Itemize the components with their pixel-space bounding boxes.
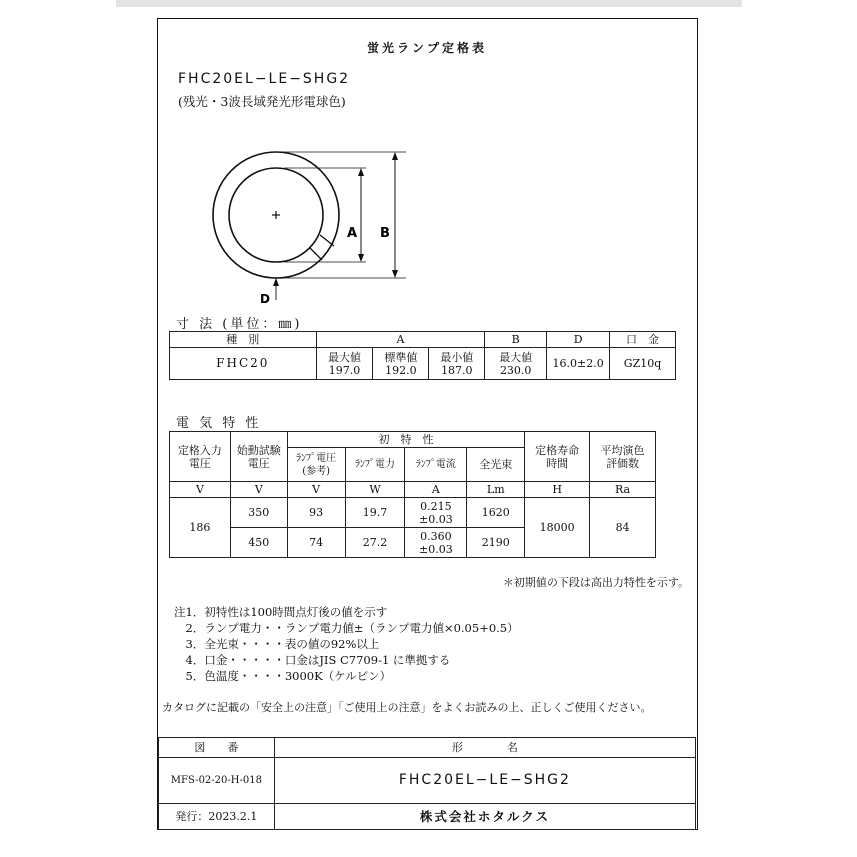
note-item: 3．全光束・・・・表の値の92%以上: [174, 637, 380, 651]
base-value: GZ10q: [610, 348, 676, 380]
header-rated-life-line1: 定格寿命: [535, 443, 580, 457]
cri-value: 84: [590, 498, 656, 558]
unit-cell: A: [405, 482, 467, 498]
type-value: FHC20: [170, 348, 317, 380]
a-std-value: 192.0: [385, 363, 417, 377]
note-item: 注1．初特性は100時間点灯後の値を示す: [174, 605, 388, 619]
lamp-current-main: 0.360: [420, 529, 452, 543]
unit-cell: V: [170, 482, 231, 498]
issue-date: 発行：2023.2.1: [159, 804, 275, 830]
header-lamp-power: ﾗﾝﾌﾟ電力: [345, 448, 405, 482]
header-b: B: [485, 332, 547, 348]
unit-cell: V: [287, 482, 345, 498]
lamp-voltage-value: 74: [287, 528, 345, 558]
header-cri-line2: 評価数: [606, 456, 640, 470]
b-max-label: 最大値: [499, 350, 533, 364]
label-a: A: [347, 226, 358, 241]
center-mark: [272, 211, 280, 219]
rated-input-voltage-value: 186: [170, 498, 231, 558]
header-rated-input-voltage-line2: 電圧: [188, 456, 211, 470]
header-rated-life: [525, 432, 590, 482]
d-value: 16.0±2.0: [547, 348, 610, 380]
caution-text: カタログに記載の「安全上の注意」「ご使用上の注意」をよくお読みの上、正しくご使用ください。: [162, 701, 652, 714]
lamp-current-main: 0.215: [420, 499, 452, 513]
label-b: B: [380, 226, 390, 241]
label-d: D: [260, 292, 270, 304]
electrical-footnote: ＊初期値の下段は高出力特性を示す。: [502, 576, 689, 589]
note-item: 5．色温度・・・・3000K（ケルビン）: [174, 669, 392, 683]
notes: [174, 604, 519, 684]
title-block: [158, 737, 696, 830]
unit-cell: H: [525, 482, 590, 498]
model-name-label: 形 名: [274, 738, 695, 758]
a-max-label: 最大値: [328, 350, 362, 364]
dimension-d: [273, 278, 279, 300]
header-rated-life-line2: 時間: [546, 456, 569, 470]
electrical-title: 電 気 特 性: [176, 416, 262, 431]
header-lamp-voltage-line2: (参考): [302, 465, 331, 477]
note-item: 2．ランプ電力・・ランプ電力値±（ランプ電力値×0.05+0.5）: [174, 621, 519, 635]
header-a: A: [316, 332, 485, 348]
start-voltage-value: 350: [230, 498, 287, 528]
lamp-current-tolerance: ±0.03: [419, 512, 453, 526]
header-lamp-current: ﾗﾝﾌﾟ電流: [405, 448, 467, 482]
header-lamp-voltage: [287, 448, 345, 482]
electrical-table: [169, 431, 656, 558]
dimensions-title: 寸 法 (単位：㎜): [176, 317, 303, 332]
header-starting-test-voltage: [230, 432, 287, 482]
header-initial-characteristics: 初 特 性: [287, 432, 525, 448]
header-rated-input-voltage: [170, 432, 231, 482]
a-min-cell: [429, 348, 485, 380]
note-item: 4．口金・・・・・口金はJIS C7709-1 に準拠する: [174, 653, 451, 667]
b-max-value: 230.0: [499, 363, 532, 377]
header-starting-test-voltage-line2: 電圧: [247, 456, 270, 470]
header-rated-input-voltage-line1: 定格入力: [177, 443, 222, 457]
header-type: 種 別: [170, 332, 317, 348]
a-max-cell: [316, 348, 373, 380]
a-min-value: 187.0: [441, 363, 473, 377]
model-name: FHC20EL−LE−SHG2: [274, 758, 695, 804]
spec-sheet: [157, 18, 698, 830]
header-base: 口 金: [610, 332, 676, 348]
a-std-label: 標準値: [384, 350, 418, 364]
header-d: D: [547, 332, 610, 348]
header-cri: [590, 432, 656, 482]
header-cri-line1: 平均演色: [600, 443, 645, 457]
lamp-power-value: 19.7: [345, 498, 405, 528]
dimension-b: [278, 152, 406, 278]
model-description: (残光・3波長域発光形電球色): [178, 94, 346, 109]
drawing-no-label: 図 番: [159, 738, 275, 758]
units-row: [170, 482, 656, 498]
total-flux-value: 2190: [467, 528, 525, 558]
lamp-power-value: 27.2: [345, 528, 405, 558]
lamp-current-value: [405, 498, 467, 528]
table-row: [170, 498, 656, 528]
page-title: 蛍光ランプ定格表: [366, 41, 487, 55]
unit-cell: Lm: [467, 482, 525, 498]
dimension-a: [284, 168, 366, 262]
lamp-voltage-value: 93: [287, 498, 345, 528]
lamp-current-value: [405, 528, 467, 558]
unit-cell: V: [230, 482, 287, 498]
a-max-value: 197.0: [328, 363, 361, 377]
top-bar: [116, 0, 742, 7]
header-total-flux: 全光束: [467, 448, 525, 482]
header-starting-test-voltage-line1: 始動試験: [236, 443, 281, 457]
lamp-diagram: [208, 144, 408, 304]
unit-cell: W: [345, 482, 405, 498]
company-name: 株式会社ホタルクス: [274, 804, 695, 830]
model-number: FHC20EL−LE−SHG2: [178, 71, 351, 87]
b-max-cell: [485, 348, 547, 380]
header-lamp-voltage-line1: ﾗﾝﾌﾟ電圧: [296, 452, 337, 464]
a-std-cell: [373, 348, 429, 380]
rated-life-value: 18000: [525, 498, 590, 558]
dimensions-table: [169, 331, 676, 380]
unit-cell: Ra: [590, 482, 656, 498]
lamp-current-tolerance: ±0.03: [419, 542, 453, 556]
drawing-no: MFS-02-20-H-018: [159, 758, 275, 804]
total-flux-value: 1620: [467, 498, 525, 528]
start-voltage-value: 450: [230, 528, 287, 558]
a-min-label: 最小値: [440, 350, 474, 364]
